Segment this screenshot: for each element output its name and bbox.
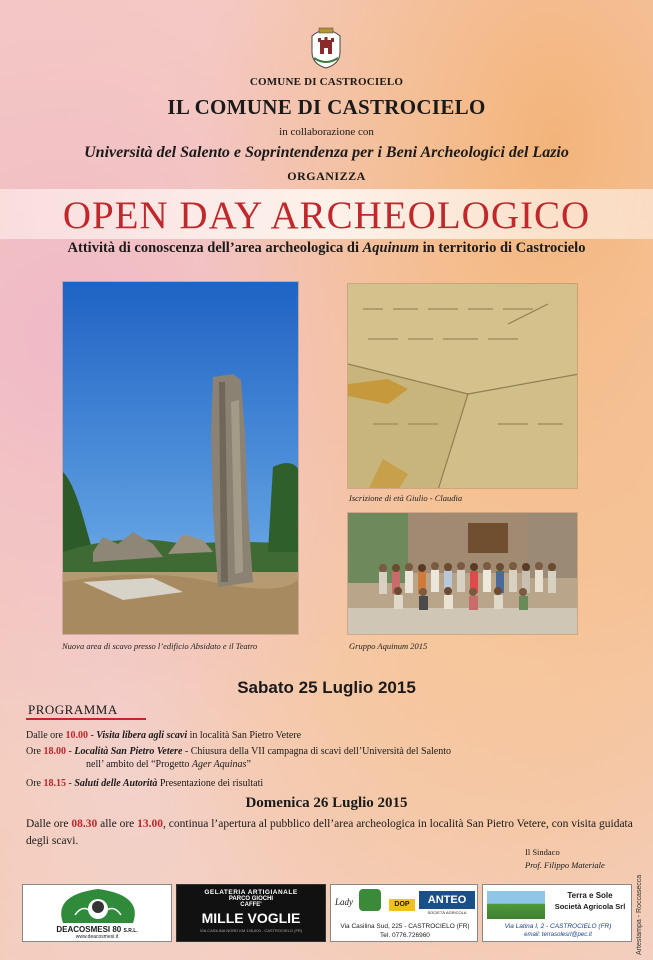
millevoglie-line2: PARCO GIOCHI bbox=[228, 896, 274, 902]
sched3-dash: - bbox=[66, 778, 75, 789]
dom-t2: 13.00 bbox=[137, 818, 164, 830]
organizza-label: ORGANIZZA bbox=[287, 169, 366, 183]
schedule-line-2 bbox=[26, 745, 451, 758]
schedule-line-3 bbox=[26, 777, 263, 790]
sched2-time: 18.00 bbox=[43, 746, 66, 757]
dom-pre: Dalle ore bbox=[26, 818, 72, 830]
sched1-time: 10.00 bbox=[65, 730, 88, 741]
sched2-event: Località San Pietro Vetere bbox=[74, 746, 183, 757]
program-heading: PROGRAMMA bbox=[28, 702, 118, 717]
deacosmesi-web: www.deacosmesi.it bbox=[75, 934, 119, 940]
deacosmesi-name: DEACOSMESI 80 bbox=[56, 925, 122, 934]
sched2b-pre: nell’ ambito del “Progetto bbox=[86, 759, 192, 770]
sched2-rest: - Chiusura della VII campagna di scavi dell’Università del Salento bbox=[182, 746, 452, 757]
millevoglie-line1: GELATERIA ARTIGIANALE bbox=[204, 889, 298, 896]
dom-mid: alle ore bbox=[97, 818, 138, 830]
schedule-line-1 bbox=[26, 729, 301, 742]
lady-logo-icon bbox=[359, 889, 381, 911]
sunday-description bbox=[26, 816, 636, 850]
photo-excavation-column bbox=[62, 281, 299, 635]
photo-group bbox=[347, 512, 578, 635]
signature-role: Il Sindaco bbox=[525, 847, 560, 857]
terra-sole-addr: Via Latina I, 2 - CASTROCIELO (FR) bbox=[504, 923, 612, 930]
sched3-event: Saluti delle Autorità bbox=[74, 778, 158, 789]
anteo-sub: SOCIETÀ AGRICOLA bbox=[427, 910, 467, 915]
comune-label-big: IL COMUNE DI CASTROCIELO bbox=[167, 95, 486, 119]
caption-photo1: Nuova area di scavo presso l’edificio Absidato e il Teatro bbox=[62, 641, 258, 651]
terra-sole-name2: Società Agricola Srl bbox=[554, 902, 626, 911]
caption-photo3: Gruppo Aquinum 2015 bbox=[349, 641, 428, 651]
sched3-time: 18.15 bbox=[43, 778, 66, 789]
sched2b-post: ” bbox=[246, 759, 251, 770]
lady-anteo-addr: Via Casilina Sud, 225 - CASTROCIELO (FR) bbox=[340, 923, 470, 930]
dom-rest: , continua l’apertura al pubblico dell’area archeologica in località San Pietro Vetere, con visita guidata degli scavi. bbox=[26, 818, 633, 847]
deacosmesi-suffix: S.R.L. bbox=[123, 928, 138, 934]
sched2b-emph: Ager Aquinas bbox=[191, 759, 247, 770]
sched2-dash: - bbox=[66, 746, 75, 757]
program-underline bbox=[26, 718, 146, 720]
dom-t1: 08.30 bbox=[71, 818, 98, 830]
poster-subtitle bbox=[0, 240, 653, 257]
deacosmesi-name-row bbox=[23, 925, 171, 934]
sched1-dash: - bbox=[87, 730, 97, 741]
comune-label-small: COMUNE DI CASTROCIELO bbox=[249, 76, 404, 88]
poster-title: OPEN DAY ARCHEOLOGICO bbox=[62, 194, 591, 237]
deacosmesi-logo-icon bbox=[23, 885, 172, 927]
sponsor-terra-sole bbox=[482, 884, 632, 942]
subtitle-after: in territorio di Castrocielo bbox=[419, 240, 586, 256]
sponsor-deacosmesi bbox=[22, 884, 172, 942]
subtitle-emph: Aquinum bbox=[362, 240, 420, 256]
date-saturday: Sabato 25 Luglio 2015 bbox=[237, 678, 416, 697]
terra-sole-logo-icon bbox=[487, 891, 545, 919]
sched3-rest: Presentazione dei risultati bbox=[157, 778, 264, 789]
municipal-crest-icon bbox=[306, 22, 346, 70]
printer-credit: Artestampa - Roccasecca bbox=[636, 874, 643, 955]
millevoglie-addr: VIA CASILINA NORD KM 135,600 - CASTROCIELO (FR) bbox=[199, 928, 303, 933]
photo-inscription bbox=[347, 283, 578, 489]
terra-sole-email: email: terrasolesrl@pec.it bbox=[524, 932, 592, 938]
sched1-pre: Dalle ore bbox=[26, 730, 66, 741]
dop-badge: DOP bbox=[389, 899, 415, 911]
anteo-logo: ANTEO bbox=[419, 891, 475, 909]
terra-sole-name1: Terra e Sole bbox=[567, 891, 613, 900]
sched3-pre: Ore bbox=[26, 778, 44, 789]
collaboration-label: in collaborazione con bbox=[279, 126, 374, 138]
millevoglie-line3: CAFFE' bbox=[240, 902, 262, 908]
lady-anteo-tel: Tel. 0776.726960 bbox=[380, 932, 430, 939]
partners-label: Università del Salento e Soprintendenza per i Beni Archeologici del Lazio bbox=[84, 144, 569, 161]
signature-name: Prof. Filippo Materiale bbox=[525, 860, 605, 870]
schedule-line-2b bbox=[86, 758, 251, 771]
sched1-event: Visita libera agli scavi bbox=[96, 730, 188, 741]
lady-label: Lady bbox=[335, 897, 353, 907]
sched2-pre: Ore bbox=[26, 746, 44, 757]
signature-block bbox=[525, 846, 615, 872]
sched1-rest: in località San Pietro Vetere bbox=[187, 730, 302, 741]
millevoglie-brand: MILLE VOGLIE bbox=[201, 910, 301, 926]
caption-photo2: Iscrizione di età Giulio - Claudia bbox=[349, 493, 463, 503]
subtitle-before: Attività di conoscenza dell’area archeologica di bbox=[67, 240, 363, 256]
sponsor-lady-anteo bbox=[330, 884, 478, 942]
date-sunday: Domenica 26 Luglio 2015 bbox=[245, 795, 408, 811]
sponsor-millevoglie bbox=[176, 884, 326, 942]
